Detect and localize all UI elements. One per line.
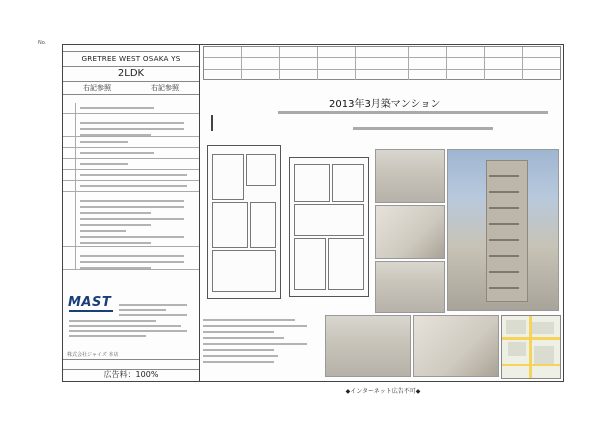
internet-ad-note: ◆インターネット広告不可◆ xyxy=(345,388,421,395)
location-map xyxy=(501,315,561,379)
layout-type: 2LDK xyxy=(63,67,199,82)
info-row xyxy=(63,159,199,170)
table-row xyxy=(204,58,560,70)
table-row xyxy=(204,70,560,81)
interior-photo-room xyxy=(375,205,445,259)
logo-underline xyxy=(69,310,113,312)
property-info-panel xyxy=(63,45,200,381)
table-header-row xyxy=(204,47,560,58)
unit-summary-table xyxy=(203,46,561,80)
property-name: GRETREE WEST OSAKA YS xyxy=(63,52,199,67)
notes-row xyxy=(63,82,199,95)
headline-subline xyxy=(353,127,493,130)
company-address xyxy=(69,317,193,337)
company-logo: MAST xyxy=(68,295,112,310)
north-arrow-icon xyxy=(205,115,219,139)
notes-label: 右記参照 xyxy=(83,84,111,92)
page-number: No. xyxy=(38,40,47,46)
info-row-equipment xyxy=(63,247,199,270)
floor-plan-a xyxy=(207,145,281,299)
info-row xyxy=(63,103,199,114)
interior-photo-kitchen xyxy=(375,261,445,313)
notes-label-2: 右記参照 xyxy=(151,84,179,92)
interior-photo-living xyxy=(375,149,445,203)
info-row-address xyxy=(63,114,199,137)
headline-line xyxy=(278,111,548,114)
info-rows xyxy=(63,103,199,270)
company-name: 株式会社ジャイズ 本店 xyxy=(67,352,119,358)
company-block xyxy=(63,295,199,381)
info-row xyxy=(63,148,199,159)
info-row xyxy=(63,181,199,192)
panel-header xyxy=(63,45,199,52)
headline-completion: 2013年3月築マンション xyxy=(329,99,441,110)
info-row xyxy=(63,137,199,148)
info-row xyxy=(63,170,199,181)
building-description xyxy=(203,315,318,379)
interior-photo-bath xyxy=(325,315,411,377)
info-row-conditions xyxy=(63,192,199,247)
company-branch xyxy=(119,301,195,316)
ad-fee: 広告料：100% xyxy=(103,370,159,379)
floor-plan-b xyxy=(289,157,369,297)
interior-photo-entrance xyxy=(413,315,499,377)
building-exterior-photo xyxy=(447,149,559,311)
property-flyer xyxy=(62,44,564,395)
